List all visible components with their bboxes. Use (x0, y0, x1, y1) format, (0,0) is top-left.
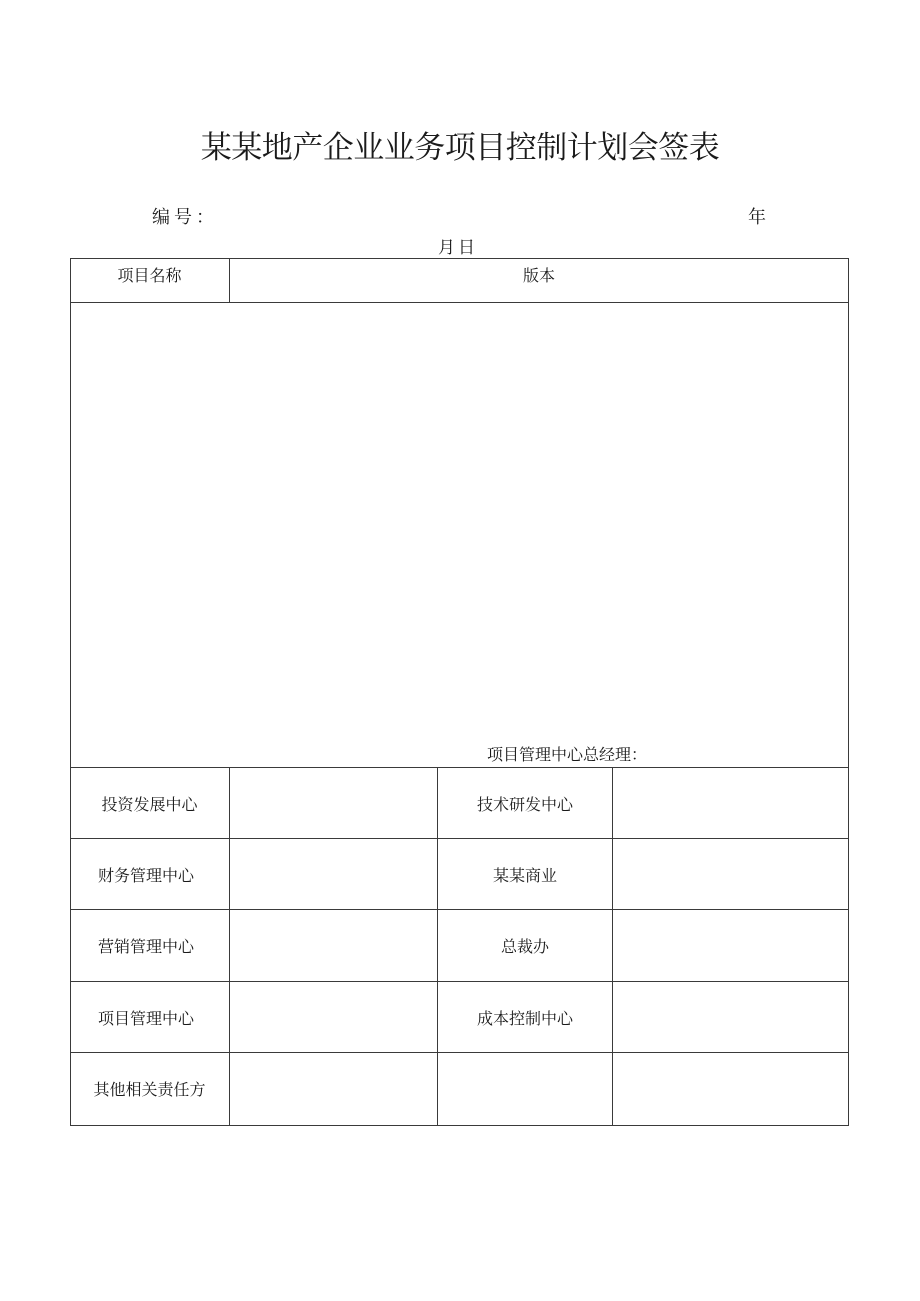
number-label: 编号： (152, 207, 218, 228)
project-name-label: 项目名称 (117, 266, 182, 285)
department-right-label: 总裁办 (500, 937, 549, 956)
table-border-bottom (70, 1125, 849, 1126)
department-left-label: 项目管理中心 (97, 1009, 194, 1028)
department-left-label: 财务管理中心 (97, 866, 194, 885)
year-label: 年 (748, 207, 766, 228)
project-content-area[interactable] (71, 303, 848, 743)
department-right-label: 成本控制中心 (476, 1009, 573, 1028)
signature-cell[interactable] (613, 768, 848, 838)
manager-signature-label: 项目管理中心总经理： (487, 745, 648, 764)
signature-cell[interactable] (230, 910, 437, 981)
department-left-label: 其他相关责任方 (93, 1080, 206, 1099)
month-day-label: 月日 (438, 238, 478, 258)
signature-cell[interactable] (613, 1053, 848, 1125)
table-border-right (848, 258, 849, 1126)
department-left-label: 营销管理中心 (97, 937, 194, 956)
department-left-label: 投资发展中心 (101, 795, 198, 814)
department-right-label: 某某商业 (492, 866, 557, 885)
signature-cell[interactable] (613, 910, 848, 981)
signature-cell[interactable] (230, 768, 437, 838)
signature-cell[interactable] (230, 1053, 437, 1125)
signature-cell[interactable] (613, 982, 848, 1052)
signature-cell[interactable] (230, 839, 437, 909)
department-right-label: 技术研发中心 (476, 795, 573, 814)
signature-cell[interactable] (230, 982, 437, 1052)
signature-cell[interactable] (613, 839, 848, 909)
version-label: 版本 (522, 266, 555, 285)
table-border-top (70, 258, 849, 259)
page-title: 某某地产企业业务项目控制计划会签表 (200, 130, 720, 166)
